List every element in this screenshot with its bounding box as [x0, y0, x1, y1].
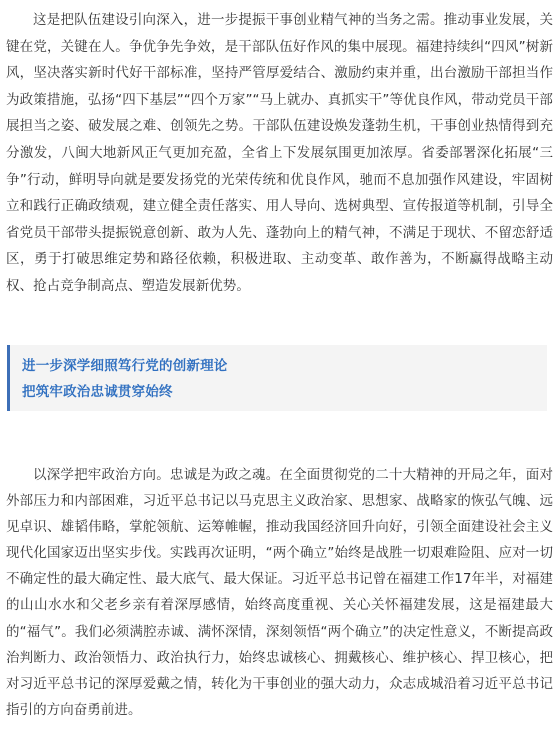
section-heading-line-1: 进一步深学细照笃行党的创新理论: [22, 358, 228, 374]
article-paragraph-2: 以深学把牢政治方向。忠诚是为政之魂。在全面贯彻党的二十大精神的开局之年，面对外部压力和内部困难，习近平总书记以马克思主义政治家、思想家、战略家的恢弘气魄、远见卓识、雄韬伟略，掌舵领航、运筹帷幄，推动我国经济回升向好，引领全面建设社会主义现代化国家迈出坚实步伐。实践再次证明，“两个确立”始终是战胜一切艰难险阻、应对一切不确定性的最大确定性、最大底气、最大保证。习近平总书记曾在福建工作17年半，对福建的山山水水和父老乡亲有着深厚感情，始终高度重视、关心关怀福建发展，这是福建最大的“福气”。我们必须满腔赤诚、满怀深情，深刻领悟“两个确立”的决定性意义，不断提高政治判断力、政治领悟力、政治执行力，始终忠诚核心、拥戴核心、维护核心、捍卫核心，把对习近平总书记的深厚爱戴之情，转化为干事创业的强大动力，众志成城沿着习近平总书记指引的方向奋勇前进。: [6, 467, 553, 718]
section-heading-callout: [7, 345, 547, 411]
section-heading-line-2: 把筑牢政治忠诚贯穿始终: [22, 384, 173, 400]
article-paragraph-1: 这是把队伍建设引向深入，进一步提振干事创业精气神的当务之需。推动事业发展，关键在党，关键在人。争优争先争效，是干部队伍好作风的集中展现。福建持续纠“四风”树新风，坚决落实新时代好干部标准，坚持严管厚爱结合、激励约束并重，出台激励干部担当作为政策措施，弘扬“四下基层”“四个万家”“马上就办、真抓实干”等优良作风，带动党员干部展担当之姿、破发展之难、创领先之势。干部队伍建设焕发蓬勃生机，干事创业热情得到充分激发，八闽大地新风正气更加充盈，全省上下发展氛围更加浓厚。省委部署深化拓展“三争”行动，鲜明导向就是要发扬党的光荣传统和优良作风，驰而不息加强作风建设，牢固树立和践行正确政绩观，建立健全责任落实、用人导向、选树典型、宣传报道等机制，引导全省党员干部带头提振锐意创新、敢为人先、蓬勃向上的精气神，不满足于现状、不留恋舒适区，勇于打破思维定势和路径依赖，积极进取、主动变革、敢作善为，不断赢得战略主动权、抢占竞争制高点、塑造发展新优势。: [6, 12, 553, 294]
